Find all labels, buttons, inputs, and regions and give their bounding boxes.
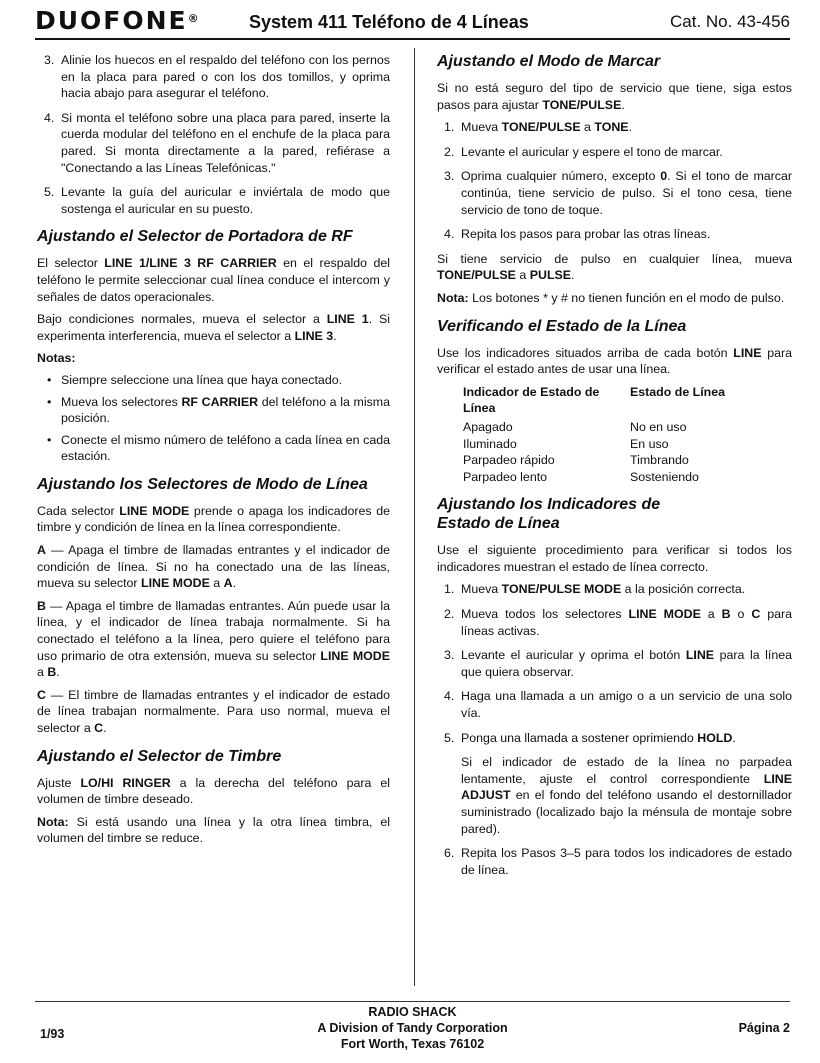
table-row: Iluminado En uso — [463, 436, 669, 451]
list-item: • Mueva los selectores RF CARRIER del teléfono a la misma posición. — [47, 394, 390, 426]
paragraph: Nota: Si está usando una línea y la otra línea timbra, el volumen del timbre se reduce. — [37, 814, 390, 846]
paragraph: El selector LINE 1/LINE 3 RF CARRIER en el respaldo del teléfono le permite seleccionar cual línea conduce el intercom y señales de datos operacionales. — [37, 256, 390, 304]
list-item: 5. Levante la guía del auricular e inviértala de modo que sostenga el auricular en su puesto. — [44, 185, 390, 216]
footer-date: 1/93 — [40, 1027, 65, 1041]
paragraph: C — El timbre de llamadas entrantes y el indicador de estado de línea trabajan normalmente. Para uso normal, mueva el selector a C. — [37, 687, 390, 735]
paragraph: Bajo condiciones normales, mueva el selector a LINE 1. Si experimenta interferencia, mueva el selector a LINE 3. — [37, 312, 390, 343]
list-item: • Conecte el mismo número de teléfono a cada línea en cada estación. — [47, 432, 390, 464]
list-item: 3. Oprima cualquier número, excepto 0. Si el tono de marcar continúa, tiene servicio de pulso. Si el tono cesa, tiene servicio de tono de toque. — [444, 169, 792, 217]
step-detail: Si el indicador de estado de la línea no parpadea lentamente, ajuste el control correspondiente LINE ADJUST en el fondo del teléfono usando el destornillador suministrado (localizado bajo la ménsula de montaje sobre pared). — [461, 755, 792, 836]
status-table — [463, 384, 753, 486]
notes-heading: Notas: — [37, 351, 76, 366]
list-item: • Siempre seleccione una línea que haya conectado. — [47, 372, 343, 387]
table-row: Parpadeo rápido Timbrando — [463, 453, 689, 468]
paragraph: A — Apaga el timbre de llamadas entrantes y el indicador de condición de línea. Si no ha conectado una de las líneas, mueva su selector LINE MODE a A. — [37, 543, 390, 591]
publisher-name: RADIO SHACK — [368, 1005, 457, 1019]
section-heading-dial-mode: Ajustando el Modo de Marcar — [437, 53, 661, 70]
dial-steps — [437, 119, 792, 243]
document-title: System 411 Teléfono de 4 Líneas — [249, 12, 529, 32]
paragraph: Ajuste LO/HI RINGER a la derecha del teléfono para el volumen de timbre deseado. — [37, 775, 391, 807]
brand-logo: DUOFONE® — [35, 6, 199, 35]
publisher-city: Fort Worth, Texas 76102 — [340, 1037, 485, 1051]
page-footer — [35, 1004, 790, 1056]
notes-list — [37, 372, 390, 465]
footer-publisher — [35, 1004, 790, 1052]
paragraph: Si tiene servicio de pulso en cualquier línea, mueva TONE/PULSE a PULSE. — [437, 251, 792, 283]
catalog-number: Cat. No. 43-456 — [669, 12, 790, 31]
column-header: Estado de Línea — [630, 384, 726, 399]
paragraph: Use el siguiente procedimiento para verificar si todos los indicadores muestran el estado de línea correcto. — [437, 543, 792, 574]
paragraph: Use los indicadores situados arriba de cada botón LINE para verificar el estado antes de usar una línea. — [437, 345, 792, 377]
list-item: 6. Repita los Pasos 3–5 para todos los indicadores de estado de línea. — [444, 846, 792, 877]
section-heading-line-status: Verificando el Estado de la Línea — [437, 317, 687, 335]
column-header: Indicador de Estado de Línea — [463, 384, 600, 416]
list-item: 4. Repita los pasos para probar las otras líneas. — [444, 227, 711, 242]
table-row: Apagado No en uso — [463, 419, 687, 434]
list-item: 4. Si monta el teléfono sobre una placa para pared, inserte la cuerda modular del teléfono en el enchufe de la placa para pared. Si monta directamente a la pared, refiérase a "Conectando a las Líneas Telefónicas." — [44, 110, 390, 175]
mounting-steps — [37, 52, 390, 217]
footer-rule — [35, 1001, 790, 1002]
list-item: 1. Mueva TONE/PULSE MODE a la posición correcta. — [444, 582, 746, 597]
section-heading-rf: Ajustando el Selector de Portadora de RF — [37, 228, 353, 246]
column-divider — [414, 48, 415, 986]
list-item: 3. Levante el auricular y oprima el botón LINE para la línea que quiera observar. — [444, 648, 793, 679]
right-column — [437, 52, 792, 886]
header-rule — [35, 38, 790, 40]
list-item: 4. Haga una llamada a un amigo o a un servicio de una solo vía. — [444, 689, 792, 721]
list-item: 1. Mueva TONE/PULSE a TONE. — [444, 120, 633, 135]
list-item: 2. Mueva todos los selectores LINE MODE a B o C para líneas activas. — [444, 607, 792, 638]
paragraph: Cada selector LINE MODE prende o apaga los indicadores de timbre y condición de línea en la línea correspondiente. — [37, 503, 390, 535]
page-header — [35, 6, 790, 36]
section-heading-adjust-indicators: Ajustando los Indicadores de Estado de Línea — [437, 496, 661, 533]
list-item: 2. Levante el auricular y espere el tono de marcar. — [444, 144, 723, 159]
paragraph: Si no está seguro del tipo de servicio que tiene, siga estos pasos para ajustar TONE/PULSE. — [437, 81, 792, 112]
table-header — [463, 384, 753, 417]
table-row: Parpadeo lento Sosteniendo — [463, 469, 699, 484]
page-number: Página 2 — [738, 1021, 790, 1035]
section-heading-line-mode: Ajustando los Selectores de Modo de Línea — [37, 475, 368, 493]
left-column — [37, 52, 390, 853]
list-item: 5. Ponga una llamada a sostener oprimiendo HOLD. Si el indicador de estado de la línea no parpadea lentamente, ajuste el control correspondiente LINE ADJUST en el fondo del teléfono usando el destornillador suministrado (localizado bajo la ménsula de montaje sobre pared). — [444, 730, 792, 836]
publisher-division: A Division of Tandy Corporation — [317, 1021, 508, 1035]
adjust-steps — [437, 581, 792, 878]
paragraph: Nota: Los botones * y # no tienen función en el modo de pulso. — [437, 290, 785, 305]
section-heading-ringer: Ajustando el Selector de Timbre — [37, 747, 282, 765]
paragraph: B — Apaga el timbre de llamadas entrantes. Aún puede usar la línea, y el indicador de línea trabaja normalmente. Si ha conectado el teléfono a la línea, pero quiere el teléfono para uso primario de otra extensión, mueva su selector LINE MODE a B. — [37, 598, 390, 680]
list-item: 3. Alinie los huecos en el respaldo del teléfono con los pernos en la placa para pared o con los dos tomillos, y oprima hacia abajo para asegurar el teléfono. — [44, 53, 390, 101]
